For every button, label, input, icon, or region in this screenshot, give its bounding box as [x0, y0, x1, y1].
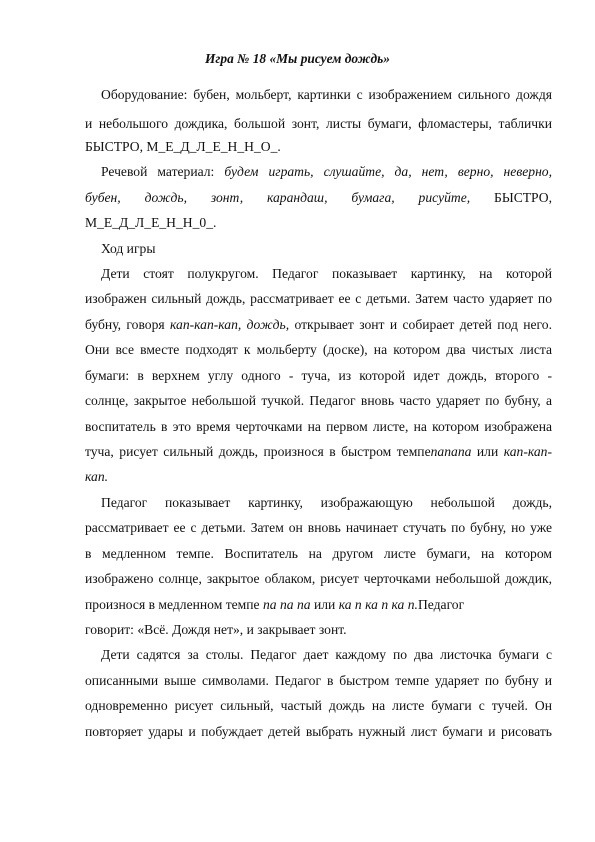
text-line — [0, 318, 595, 332]
text-run: солнце, закрытое небольшой тучкой. Педагог вновь часто ударяет по бубну, а — [85, 393, 552, 408]
text-run: Педагог показывает картинку, изображающую небольшой дождь, — [101, 495, 552, 510]
text-run: одновременно рисует сильный, частый дождь на листе бумаги с тучей. Он — [85, 698, 552, 713]
text-line — [0, 572, 595, 586]
text-line — [0, 242, 595, 256]
text-line — [0, 140, 595, 154]
text-line — [0, 191, 595, 205]
text-run: Речевой материал: — [101, 164, 225, 179]
text-run: Дети садятся за столы. Педагог дает каждому по два листочка бумаги с — [101, 647, 552, 662]
text-run: или — [310, 597, 339, 612]
text-line — [0, 547, 595, 561]
text-run: открывает зонт и собирает детей под него. — [289, 317, 552, 332]
text-run: и небольшого дождика, большой зонт, листы бумаги, фломастеры, таблички — [85, 116, 552, 131]
text-line — [0, 267, 595, 281]
text-run: Они все вместе подходят к мольберту (доске), на котором два чистых листа — [85, 342, 552, 357]
text-run: или — [471, 444, 504, 459]
text-line — [0, 292, 595, 306]
text-run: Педагог — [417, 597, 465, 612]
text-run: бубну, говоря — [85, 317, 170, 332]
text-line — [0, 394, 595, 408]
text-line — [0, 725, 595, 739]
italic-text: бубен, дождь, зонт, карандаш, бумага, рисуйте, — [85, 190, 471, 205]
text-line — [0, 699, 595, 713]
text-run: воспитатель в это время черточками на первом листе, на котором изображена — [85, 419, 552, 434]
text-run: описанными выше символами. Педагог в быстром темпе ударяет по бубну и — [85, 673, 552, 688]
text-line — [0, 598, 595, 612]
italic-text: папапа — [430, 444, 472, 459]
text-run: Ход игры — [101, 241, 156, 256]
text-line — [0, 674, 595, 688]
italic-text: будем играть, слушайте, да, нет, верно, неверно, — [224, 164, 553, 179]
italic-text: кап. — [85, 469, 109, 484]
text-run: в медленном темпе. Воспитатель на другом листе бумаги, на котором — [85, 546, 552, 561]
text-run: изображено солнце, закрытое облаком, рисует черточками небольшой дождик, — [85, 571, 552, 586]
text-run: туча, рисует сильный дождь, произнося в быстром темпе — [85, 444, 431, 459]
text-run: М_Е_Д_Л_Е_Н_Н_0_. — [85, 215, 217, 230]
italic-text: ка п ка п ка п. — [338, 597, 418, 612]
text-line — [0, 165, 595, 179]
text-run: рассматривает ее с детьми. Затем он вновь начинает стучать по бубну, но уже — [85, 520, 552, 535]
italic-text: па па па — [263, 597, 311, 612]
text-run: повторяет удары и побуждает детей выбрать нужный лист бумаги и рисовать — [85, 724, 552, 739]
text-run: Дети стоят полукругом. Педагог показывает картинку, на которой — [101, 266, 552, 281]
italic-text: кап-кап- — [503, 444, 552, 459]
text-line — [0, 117, 595, 131]
italic-text: кап-кап-кап, дождь, — [170, 317, 290, 332]
text-line — [0, 369, 595, 383]
text-run: говорит: «Всё. Дождя нет», и закрывает зонт. — [85, 622, 347, 637]
text-line — [0, 521, 595, 535]
text-line — [0, 343, 595, 357]
text-run: БЫСТРО, — [470, 190, 553, 205]
text-run: изображен сильный дождь, рассматривает ее с детьми. Затем часто ударяет по — [85, 291, 552, 306]
text-line — [0, 445, 595, 459]
text-line — [0, 88, 595, 102]
text-run: Оборудование: бубен, мольберт, картинки с изображением сильного дождя — [101, 87, 552, 102]
text-line — [0, 470, 595, 484]
game-title: Игра № 18 «Мы рисуем дождь» — [205, 51, 390, 66]
text-line — [0, 216, 595, 230]
text-line — [0, 420, 595, 434]
text-line — [0, 648, 595, 662]
text-run: бумаги: в верхнем углу одного - туча, из которой идет дождь, второго - — [85, 368, 552, 383]
text-line — [0, 623, 595, 637]
text-line — [0, 496, 595, 510]
text-run: БЫСТРО, М_Е_Д_Л_Е_Н_Н_О_. — [85, 139, 281, 154]
text-run: произнося в медленном темпе — [85, 597, 263, 612]
